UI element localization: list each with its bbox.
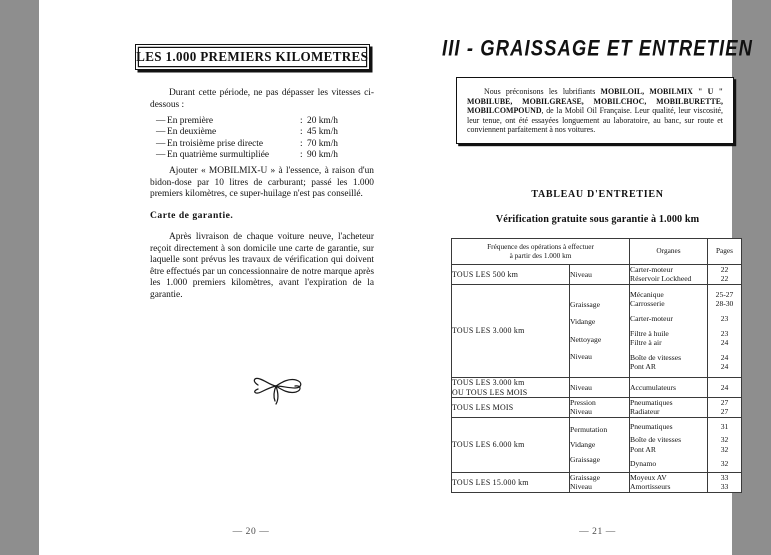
organe-item: Réservoir Lockheed	[630, 274, 692, 284]
mobil-lubricants-box	[456, 77, 734, 144]
mobil-text-a: Nous préconisons les lubrifiants	[484, 87, 601, 96]
cell-operation	[570, 473, 630, 493]
operation-item: Graissage	[570, 299, 600, 309]
warranty-heading: Carte de garantie.	[150, 210, 234, 221]
page-ref: 22	[720, 265, 729, 275]
page-ref: 24	[720, 338, 729, 348]
organe-item: Carter-moteur	[630, 313, 673, 323]
cell-organes	[630, 265, 708, 285]
cell-pages	[708, 398, 742, 418]
speed-value: 90 km/h	[307, 149, 338, 160]
cell-organes	[630, 417, 708, 472]
operation-item: Pression	[570, 398, 596, 408]
cell-organes	[630, 473, 708, 493]
operation-item: Graissage	[570, 455, 600, 465]
cell-pages	[708, 473, 742, 493]
cell-frequency: TOUS LES 15.000 km	[452, 473, 570, 493]
cell-operation	[570, 417, 630, 472]
scanned-spread	[39, 0, 754, 555]
frequency-line: OU TOUS LES MOIS	[452, 387, 528, 397]
table-row	[452, 398, 742, 418]
header-freq-line1: Fréquence des opérations à effectuer	[487, 242, 594, 251]
page-left	[78, 0, 424, 555]
cell-pages	[708, 284, 742, 377]
page-number-left: — 20 —	[232, 527, 270, 537]
mobil-text-c: , de la Mobil Oil Française. Leur qualité, leur viscosité, leur tenue, ont été essayées longuement au laboratoire, au banc, sur route et conviennent parfaitement à nos voitures.	[467, 106, 723, 135]
colon: :	[300, 127, 303, 138]
organe-item: Amortisseurs	[630, 482, 671, 492]
page-right	[424, 0, 771, 555]
speed-value: 70 km/h	[307, 138, 338, 149]
mobil-brands: MOBILOIL, MOBILMIX " U " MOBILUBE, MOBILGREASE, MOBILCHOC, MOBILBURETTE, MOBILCOMPOUND	[467, 87, 723, 116]
organe-item: Boîte de vitesses	[630, 435, 682, 445]
list-dash: —	[156, 127, 166, 138]
table-row	[452, 417, 742, 472]
page-ref: 24	[720, 352, 729, 362]
page-ref: 23	[720, 328, 729, 338]
table-row	[452, 473, 742, 493]
page-ref: 32	[720, 435, 729, 445]
page-ref: 32	[720, 458, 729, 468]
organe-item: Moyeux AV	[630, 473, 667, 483]
operation-item: Nettoyage	[570, 334, 602, 344]
organe-item: Pneumatiques	[630, 398, 673, 408]
page-title-box	[135, 44, 370, 70]
page-ref: 24	[720, 362, 729, 372]
list-item	[156, 127, 366, 138]
page-ref: 33	[720, 473, 729, 483]
organe-item: Filtre à huile	[630, 328, 669, 338]
organe-item: Pont AR	[630, 362, 656, 372]
table-subtitle: Vérification gratuite sous garantie à 1.000 km	[495, 214, 700, 225]
cell-organes	[630, 398, 708, 418]
intro-paragraph	[150, 88, 374, 111]
list-item	[156, 150, 366, 161]
cell-organes	[630, 284, 708, 377]
cell-frequency: TOUS LES 6.000 km	[452, 417, 570, 472]
page-ref: 27	[720, 407, 729, 417]
list-dash: —	[156, 116, 166, 126]
cell-organes: Accumulateurs	[630, 377, 708, 397]
cell-operation: Niveau	[570, 377, 630, 397]
page-ref: 31	[720, 421, 729, 431]
list-item	[156, 139, 366, 150]
page-title: LES 1.000 PREMIERS KILOMETRES	[136, 49, 369, 64]
gear-label: En troisième prise directe	[167, 138, 264, 149]
list-dash: —	[156, 138, 166, 149]
table-title: TABLEAU D'ENTRETIEN	[531, 189, 664, 200]
organe-item: Filtre à air	[630, 338, 662, 348]
table-row	[452, 265, 742, 285]
speed-value: 45 km/h	[307, 127, 338, 138]
page-ref: 22	[720, 274, 729, 284]
mobil-box-text	[467, 87, 723, 135]
cell-frequency	[452, 377, 570, 397]
page-ref: 25-27	[715, 289, 734, 299]
header-freq-line2: à partir des 1.000 km	[509, 250, 572, 260]
cell-operation	[570, 284, 630, 377]
chapter-title: III - GRAISSAGE ET ENTRETIEN	[441, 36, 754, 62]
page-ref: 23	[720, 313, 729, 323]
organe-item: Radiateur	[630, 407, 660, 417]
cell-frequency: TOUS LES MOIS	[452, 398, 570, 418]
column-header-frequency	[452, 239, 630, 265]
operation-item: Vidange	[570, 440, 596, 450]
gear-label: En quatrième surmultipliée	[167, 149, 270, 160]
colon: :	[300, 116, 303, 126]
operation-item: Vidange	[570, 317, 596, 327]
column-header-organes: Organes	[630, 239, 708, 265]
cell-frequency: TOUS LES 3.000 km	[452, 284, 570, 377]
cell-operation	[570, 398, 630, 418]
page-ref: 27	[720, 398, 729, 408]
speed-value: 20 km/h	[307, 116, 338, 126]
operation-item: Niveau	[570, 407, 592, 417]
operation-item: Niveau	[570, 352, 592, 362]
organe-item: Pont AR	[630, 444, 656, 454]
page-ref: 28-30	[715, 299, 734, 309]
speed-limit-list	[156, 116, 366, 161]
maintenance-table	[451, 238, 742, 493]
table-header-row	[452, 239, 742, 265]
gear-label: En première	[167, 116, 214, 126]
table-row	[452, 377, 742, 397]
organe-item: Carrosserie	[630, 299, 665, 309]
gear-label: En deuxième	[167, 127, 217, 138]
page-number-right: — 21 —	[579, 527, 616, 537]
organe-item: Dynamo	[630, 458, 657, 468]
organe-item: Pneumatiques	[630, 421, 673, 431]
organe-item: Mécanique	[630, 289, 664, 299]
operation-item: Niveau	[570, 482, 592, 492]
page-ref: 32	[720, 444, 729, 454]
operation-item: Graissage	[570, 473, 600, 483]
cell-frequency: TOUS LES 500 km	[452, 265, 570, 285]
warranty-text: Après livraison de chaque voiture neuve, l'acheteur reçoit directement à son domicile une carte de garantie, sur laquelle sont prévus les travaux de vérification qui doivent être effectués par un concessionnaire de notre marque après les 1.000 premiers kilomètres, avant l'expiration de la garantie.	[150, 232, 374, 300]
organe-item: Boîte de vitesses	[630, 352, 682, 362]
colon: :	[300, 138, 303, 149]
cell-pages: 24	[708, 377, 742, 397]
cell-pages	[708, 417, 742, 472]
table-row	[452, 284, 742, 377]
flourish-ornament-icon	[249, 368, 311, 408]
organe-item: Carter-moteur	[630, 265, 673, 275]
operation-item: Permutation	[570, 425, 608, 435]
frequency-line: TOUS LES 3.000 km	[452, 377, 525, 387]
cell-operation: Niveau	[570, 265, 630, 285]
page-ref: 33	[720, 482, 729, 492]
warranty-paragraph	[150, 232, 374, 302]
cell-pages	[708, 265, 742, 285]
intro-text: Durant cette période, ne pas dépasser les vitesses ci-dessous :	[150, 88, 374, 110]
mobilmix-text: Ajouter « MOBILMIX-U » à l'essence, à raison d'un bidon-dose par 10 litres de carburant; passé les 1.000 premiers kilomètres, ce super-huilage n'est pas conseillé.	[150, 166, 374, 200]
list-item	[156, 116, 366, 127]
mobilmix-paragraph	[150, 166, 374, 201]
list-dash: —	[156, 149, 166, 160]
colon: :	[300, 149, 303, 160]
column-header-pages: Pages	[708, 239, 742, 265]
